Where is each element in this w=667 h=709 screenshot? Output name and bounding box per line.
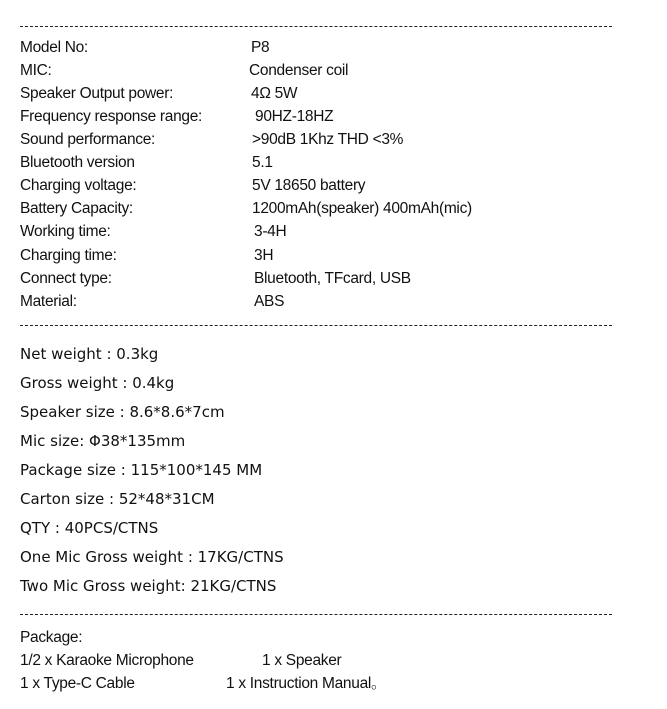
speaker-size: Speaker size : 8.6*8.6*7cm	[20, 403, 225, 421]
one-mic-gross-weight: One Mic Gross weight : 17KG/CTNS	[20, 548, 284, 566]
spec-label-bluetooth: Bluetooth version	[20, 154, 135, 171]
package-item-microphone: 1/2 x Karaoke Microphone	[20, 652, 194, 669]
spec-value-bluetooth: 5.1	[252, 154, 273, 171]
spec-label-frequency: Frequency response range:	[20, 108, 203, 125]
spec-value-frequency: 90HZ-18HZ	[255, 108, 334, 125]
divider-middle	[20, 325, 612, 326]
spec-label-material: Material:	[20, 293, 77, 310]
spec-value-working-time: 3-4H	[254, 223, 287, 240]
spec-label-charging-voltage: Charging voltage:	[20, 177, 137, 194]
spec-value-model: P8	[251, 39, 270, 56]
spec-label-battery: Battery Capacity:	[20, 200, 133, 217]
package-item-manual: 1 x Instruction Manual。	[226, 675, 387, 692]
spec-value-output-power: 4Ω 5W	[251, 85, 298, 102]
carton-size: Carton size : 52*48*31CM	[20, 490, 215, 508]
divider-bottom	[20, 614, 612, 615]
spec-label-mic: MIC:	[20, 62, 52, 79]
spec-label-sound: Sound performance:	[20, 131, 156, 148]
spec-label-model: Model No:	[20, 39, 88, 56]
spec-value-mic: Condenser coil	[249, 62, 349, 79]
divider-top	[20, 26, 612, 27]
spec-label-working-time: Working time:	[20, 223, 111, 240]
package-item-speaker: 1 x Speaker	[262, 652, 342, 669]
mic-size: Mic size: Φ38*135mm	[20, 432, 186, 450]
package-item-cable: 1 x Type-C Cable	[20, 675, 135, 692]
two-mic-gross-weight: Two Mic Gross weight: 21KG/CTNS	[20, 577, 277, 595]
spec-label-output-power: Speaker Output power:	[20, 85, 174, 102]
spec-label-charging-time: Charging time:	[20, 247, 117, 264]
spec-value-sound: >90dB 1Khz THD <3%	[252, 131, 404, 148]
spec-value-charging-voltage: 5V 18650 battery	[252, 177, 366, 194]
package-size: Package size : 115*100*145 MM	[20, 461, 263, 479]
net-weight: Net weight : 0.3kg	[20, 345, 159, 363]
spec-value-charging-time: 3H	[254, 247, 274, 264]
gross-weight: Gross weight : 0.4kg	[20, 374, 175, 392]
spec-value-material: ABS	[254, 293, 285, 310]
spec-label-connect: Connect type:	[20, 270, 112, 287]
spec-value-battery: 1200mAh(speaker) 400mAh(mic)	[252, 200, 472, 217]
qty: QTY : 40PCS/CTNS	[20, 519, 159, 537]
package-title: Package:	[20, 629, 83, 646]
spec-value-connect: Bluetooth, TFcard, USB	[254, 270, 411, 287]
